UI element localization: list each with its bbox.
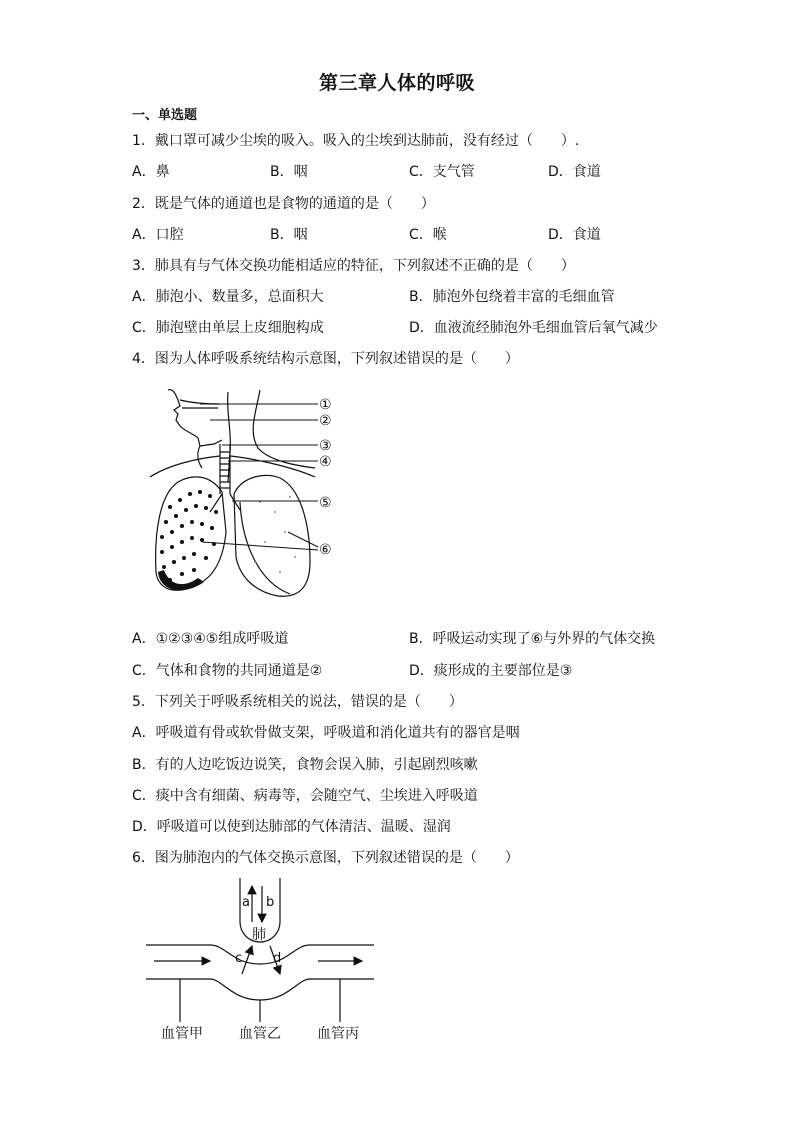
figure2-arrow-d: d [273,951,282,966]
q5-option-c: C．痰中含有细菌、病毒等，会随空气、尘埃进入呼吸道 [132,788,478,804]
question-2-stem: 2．既是气体的通道也是食物的通道的是（ ） [132,196,435,212]
q5-option-b: B．有的人边吃饭边说笑，食物会误入肺，引起剧烈咳嗽 [132,757,478,773]
figure2-vessel-a: 血管甲 [161,1026,203,1042]
question-1-stem: 1．戴口罩可减少尘埃的吸入。吸入的尘埃到达肺前，没有经过（ ）. [132,133,580,149]
figure2-alveolus-label: 肺 [252,927,266,943]
figure2-vessel-b: 血管乙 [239,1026,281,1042]
figure1-label-4: ④ [319,454,332,470]
q5-option-a: A．呼吸道有骨或软骨做支架，呼吸道和消化道共有的器官是咽 [132,725,520,741]
figure2-arrow-a: a [242,895,250,910]
q1-option-c: C．支气管 [409,164,475,180]
q2-option-b: B．咽 [270,227,308,243]
figure1-label-3: ③ [319,438,332,454]
q4-option-a: A．①②③④⑤组成呼吸道 [132,631,289,647]
q2-option-c: C．喉 [409,227,447,243]
figure1-label-2: ② [319,413,332,429]
q4-option-b: B．呼吸运动实现了⑥与外界的气体交换 [409,631,656,647]
q2-option-d: D．食道 [548,227,601,243]
question-3-stem: 3．肺具有与气体交换功能相适应的特征，下列叙述不正确的是（ ） [132,258,575,274]
figure2-arrow-b: b [266,895,275,910]
figure1-label-6: ⑥ [319,542,332,558]
question-6-stem: 6．图为肺泡内的气体交换示意图，下列叙述错误的是（ ） [132,850,519,866]
q3-option-c: C．肺泡壁由单层上皮细胞构成 [132,320,324,336]
q3-option-d: D．血液流经肺泡外毛细血管后氧气减少 [409,320,658,336]
question-5-stem: 5．下列关于呼吸系统相关的说法，错误的是（ ） [132,694,463,710]
q1-option-d: D．食道 [548,164,601,180]
question-4-stem: 4．图为人体呼吸系统结构示意图，下列叙述错误的是（ ） [132,351,519,367]
figure1-label-1: ① [319,397,332,413]
q4-option-c: C．气体和食物的共同通道是② [132,663,323,679]
alveolus-gas-exchange-figure [140,878,380,1050]
q1-option-b: B．咽 [270,164,308,180]
q3-option-b: B．肺泡外包绕着丰富的毛细血管 [409,289,615,305]
figure1-label-5: ⑤ [319,495,332,511]
q1-option-a: A．鼻 [132,164,170,180]
q4-option-d: D．痰形成的主要部位是③ [409,663,573,679]
q2-option-a: A．口腔 [132,227,184,243]
figure2-arrow-c: c [235,951,243,966]
respiratory-system-figure [140,382,350,607]
page-title: 第三章人体的呼吸 [318,72,475,94]
q5-option-d: D．呼吸道可以使到达肺部的气体清洁、温暖、湿润 [132,819,451,835]
q3-option-a: A．肺泡小、数量多，总面积大 [132,289,324,305]
section-heading: 一、单选题 [132,108,198,123]
figure2-vessel-c: 血管丙 [317,1026,359,1042]
